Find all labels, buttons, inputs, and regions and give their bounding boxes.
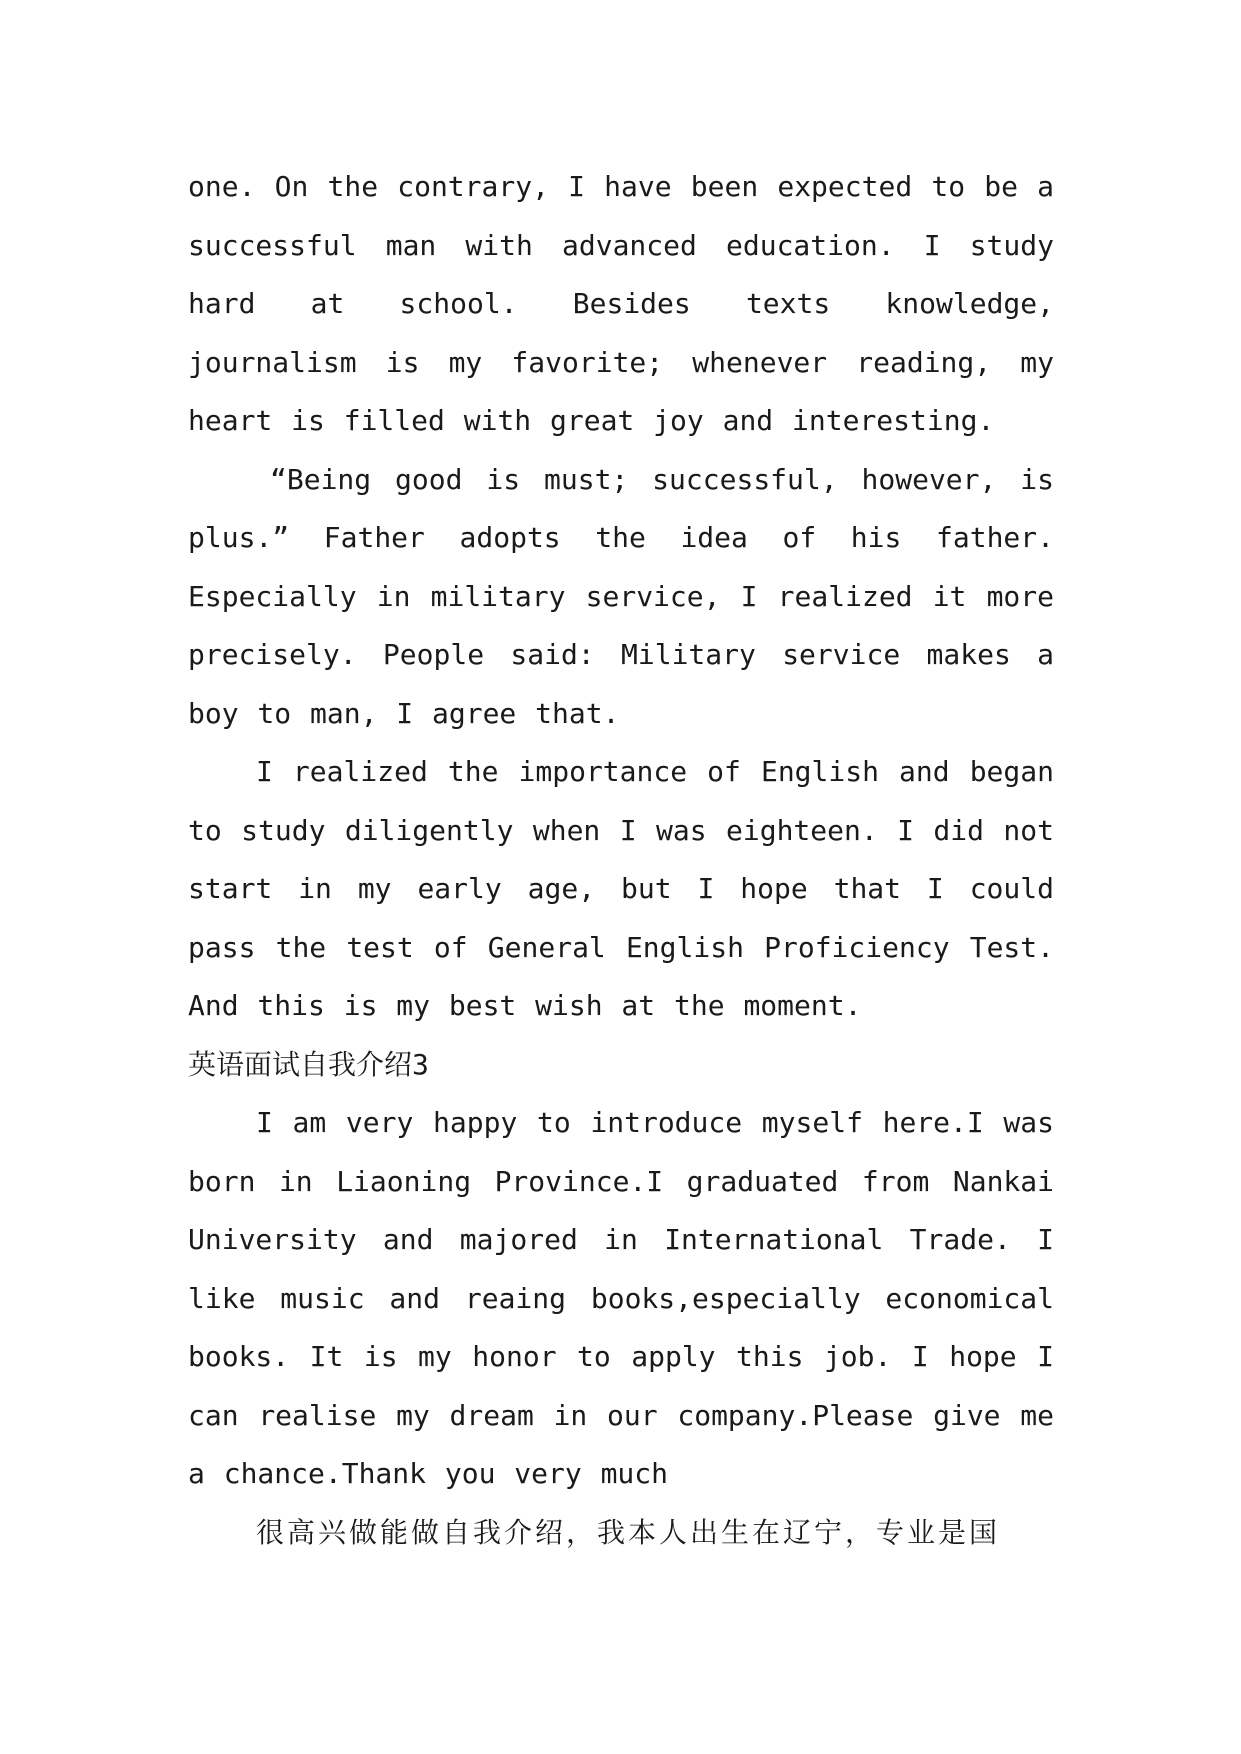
paragraph-introduction: I am very happy to introduce myself here.I was born in Liaoning Province.I graduated from Nankai University and majored in International Trade. I like music and reaing books,especially economical books. It is my honor to apply this job. I hope I can realise my dream in our company.Please give me a chance.Thank you very much [188, 1106, 1054, 1490]
paragraph-english-study: I realized the importance of English and began to study diligently when I was eighteen. I did not start in my early age, but I hope that I could pass the test of General English Proficiency Test. And this is my best wish at the moment. [188, 755, 1054, 1022]
document-page [188, 158, 1054, 1562]
paragraph-chinese: 很高兴做能做自我介绍，我本人出生在辽宁，专业是国 [256, 1515, 1001, 1549]
paragraph-continuation: one. On the contrary, I have been expected to be a successful man with advanced education. I study hard at school. Besides texts knowledge, journalism is my favorite; whenever reading, my heart is filled with great joy and interesting. [188, 170, 1054, 437]
paragraph-quote: “Being good is must; successful, however, is plus.” Father adopts the idea of his father. Especially in military service, I realized it more precisely. People said: Military service makes a boy to man, I agree that. [188, 462, 1054, 730]
section-heading: 英语面试自我介绍3 [188, 1047, 429, 1081]
